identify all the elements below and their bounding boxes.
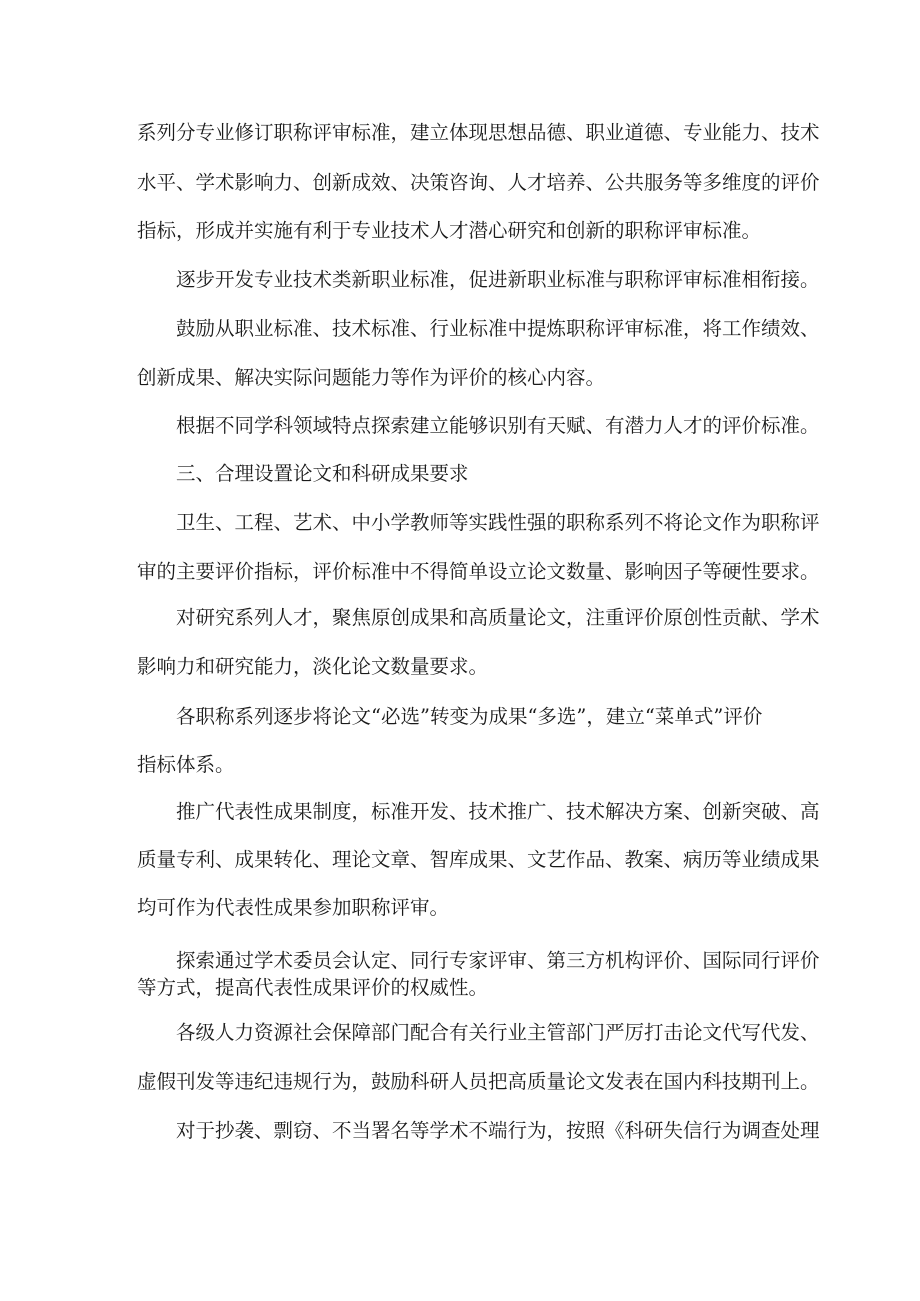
text-line: 指标，形成并实施有利于专业技术人才潜心研究和创新的职称评审标准。 [137,219,762,242]
text-line: 水平、学术影响力、创新成效、决策咨询、人才培养、公共服务等多维度的评价 [137,171,820,194]
section-heading: 三、合理设置论文和科研成果要求 [176,462,469,485]
text-line: 审的主要评价指标，评价标准中不得简单设立论文数量、影响因子等硬性要求。 [137,560,820,583]
text-line: 影响力和研究能力，淡化论文数量要求。 [137,655,489,678]
text-line: 根据不同学科领域特点探索建立能够识别有天赋、有潜力人才的评价标准。 [176,414,820,437]
text-line: 卫生、工程、艺术、中小学教师等实践性强的职称系列不将论文作为职称评 [176,511,820,534]
text-line: 推广代表性成果制度，标准开发、技术推广、技术解决方案、创新突破、高 [176,800,820,823]
text-line: 探索通过学术委员会认定、同行专家评审、第三方机构评价、国际同行评价 [176,949,820,972]
text-line: 对研究系列人才，聚焦原创成果和高质量论文，注重评价原创性贡献、学术 [176,606,820,629]
text-line: 均可作为代表性成果参加职称评审。 [137,896,450,919]
text-line: 各职称系列逐步将论文“必选”转变为成果“多选”，建立“菜单式”评价 [176,705,763,728]
text-line: 虚假刊发等违纪违规行为，鼓励科研人员把高质量论文发表在国内科技期刊上。 [137,1070,820,1093]
text-line: 指标体系。 [137,753,235,776]
text-line: 逐步开发专业技术类新职业标准，促进新职业标准与职称评审标准相衔接。 [176,268,820,291]
text-line: 创新成果、解决实际问题能力等作为评价的核心内容。 [137,366,606,389]
text-line: 系列分专业修订职称评审标准，建立体现思想品德、职业道德、专业能力、技术 [137,121,820,144]
text-line: 鼓励从职业标准、技术标准、行业标准中提炼职称评审标准，将工作绩效、 [176,317,820,340]
text-line: 各级人力资源社会保障部门配合有关行业主管部门严厉打击论文代写代发、 [176,1021,820,1044]
text-line: 对于抄袭、剽窃、不当署名等学术不端行为，按照《科研失信行为调查处理 [176,1119,820,1142]
text-line: 质量专利、成果转化、理论文章、智库成果、文艺作品、教案、病历等业绩成果 [137,848,820,871]
text-line: 等方式，提高代表性成果评价的权威性。 [137,976,489,999]
